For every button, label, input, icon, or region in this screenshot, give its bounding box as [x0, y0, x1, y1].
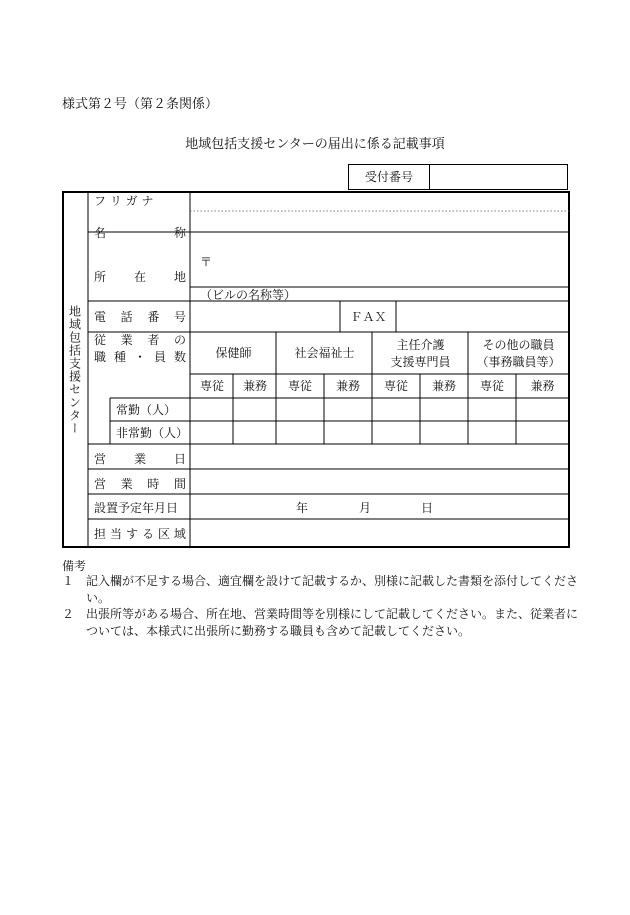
- staff-col-care-manager: 主任介護 支援専門員: [390, 337, 451, 369]
- business-hours-input[interactable]: [191, 470, 568, 493]
- planned-date-label: 設置予定年月日: [94, 501, 179, 515]
- name-label: 名 称: [94, 225, 186, 240]
- receipt-number-field[interactable]: [430, 165, 567, 189]
- receipt-number-label: 受付番号: [349, 165, 430, 189]
- part-time-header-4: 兼務: [530, 378, 555, 393]
- part-time-header-3: 兼務: [431, 378, 456, 393]
- form-number-label: 様式第２号（第２条関係）: [62, 97, 219, 112]
- month-label: 月: [359, 501, 372, 515]
- fax-label: ＦＡＸ: [350, 309, 387, 324]
- full-time-row-label: 常勤（人）: [116, 403, 177, 417]
- furigana-input[interactable]: [191, 192, 568, 210]
- remarks-heading: 備考: [62, 559, 87, 573]
- staff-col-public-health-nurse: 保健師: [215, 346, 252, 361]
- full-time-header-1: 専従: [199, 378, 224, 393]
- name-input[interactable]: [191, 212, 568, 251]
- staff-col-social-worker: 社会福祉士: [294, 346, 355, 361]
- address-label: 所 在 地: [94, 269, 186, 284]
- year-label: 年: [296, 501, 309, 515]
- part-time-header-2: 兼務: [335, 378, 360, 393]
- day-label: 日: [421, 501, 434, 515]
- business-days-input[interactable]: [191, 445, 568, 468]
- full-time-header-2: 専従: [287, 378, 312, 393]
- side-label-center: 地域包括支援センター: [67, 304, 82, 435]
- furigana-label: フ リ ガ ナ: [94, 193, 154, 208]
- address-input[interactable]: [191, 252, 568, 286]
- staff-col-other-staff: その他の職員 （事務職員等）: [476, 337, 561, 369]
- business-hours-label: 営 業 時 間: [94, 476, 186, 491]
- staff-count-label: 従 業 者 の 職 種 ・ 員 数: [94, 333, 186, 364]
- page-title: 地域包括支援センターの届出に係る記載事項: [185, 137, 445, 152]
- remark-item-1: １ 記入欄が不足する場合、適宜欄を設けて記載するか、別様に記載した書類を添付してください。: [62, 574, 579, 605]
- part-time-row-label: 非常勤（人）: [116, 426, 189, 440]
- service-area-input[interactable]: [191, 520, 568, 546]
- building-name-hint: （ビルの名称等）: [200, 288, 297, 302]
- service-area-label: 担 当 す る 区 域: [94, 526, 186, 541]
- fax-input[interactable]: [397, 302, 568, 331]
- receipt-number-box: [348, 164, 568, 190]
- full-time-header-3: 専従: [383, 378, 408, 393]
- business-days-label: 営 業 日: [94, 451, 186, 466]
- full-time-header-4: 専従: [479, 378, 504, 393]
- phone-label: 電 話 番 号: [94, 309, 186, 324]
- postal-mark: 〒: [200, 255, 213, 269]
- part-time-header-1: 兼務: [242, 378, 267, 393]
- phone-input[interactable]: [191, 302, 339, 331]
- remark-item-2: ２ 出張所等がある場合、所在地、営業時間等を別様にして記載してください。また、従業者については、本様式に出張所に勤務する職員も含めて記載してください。: [62, 607, 579, 638]
